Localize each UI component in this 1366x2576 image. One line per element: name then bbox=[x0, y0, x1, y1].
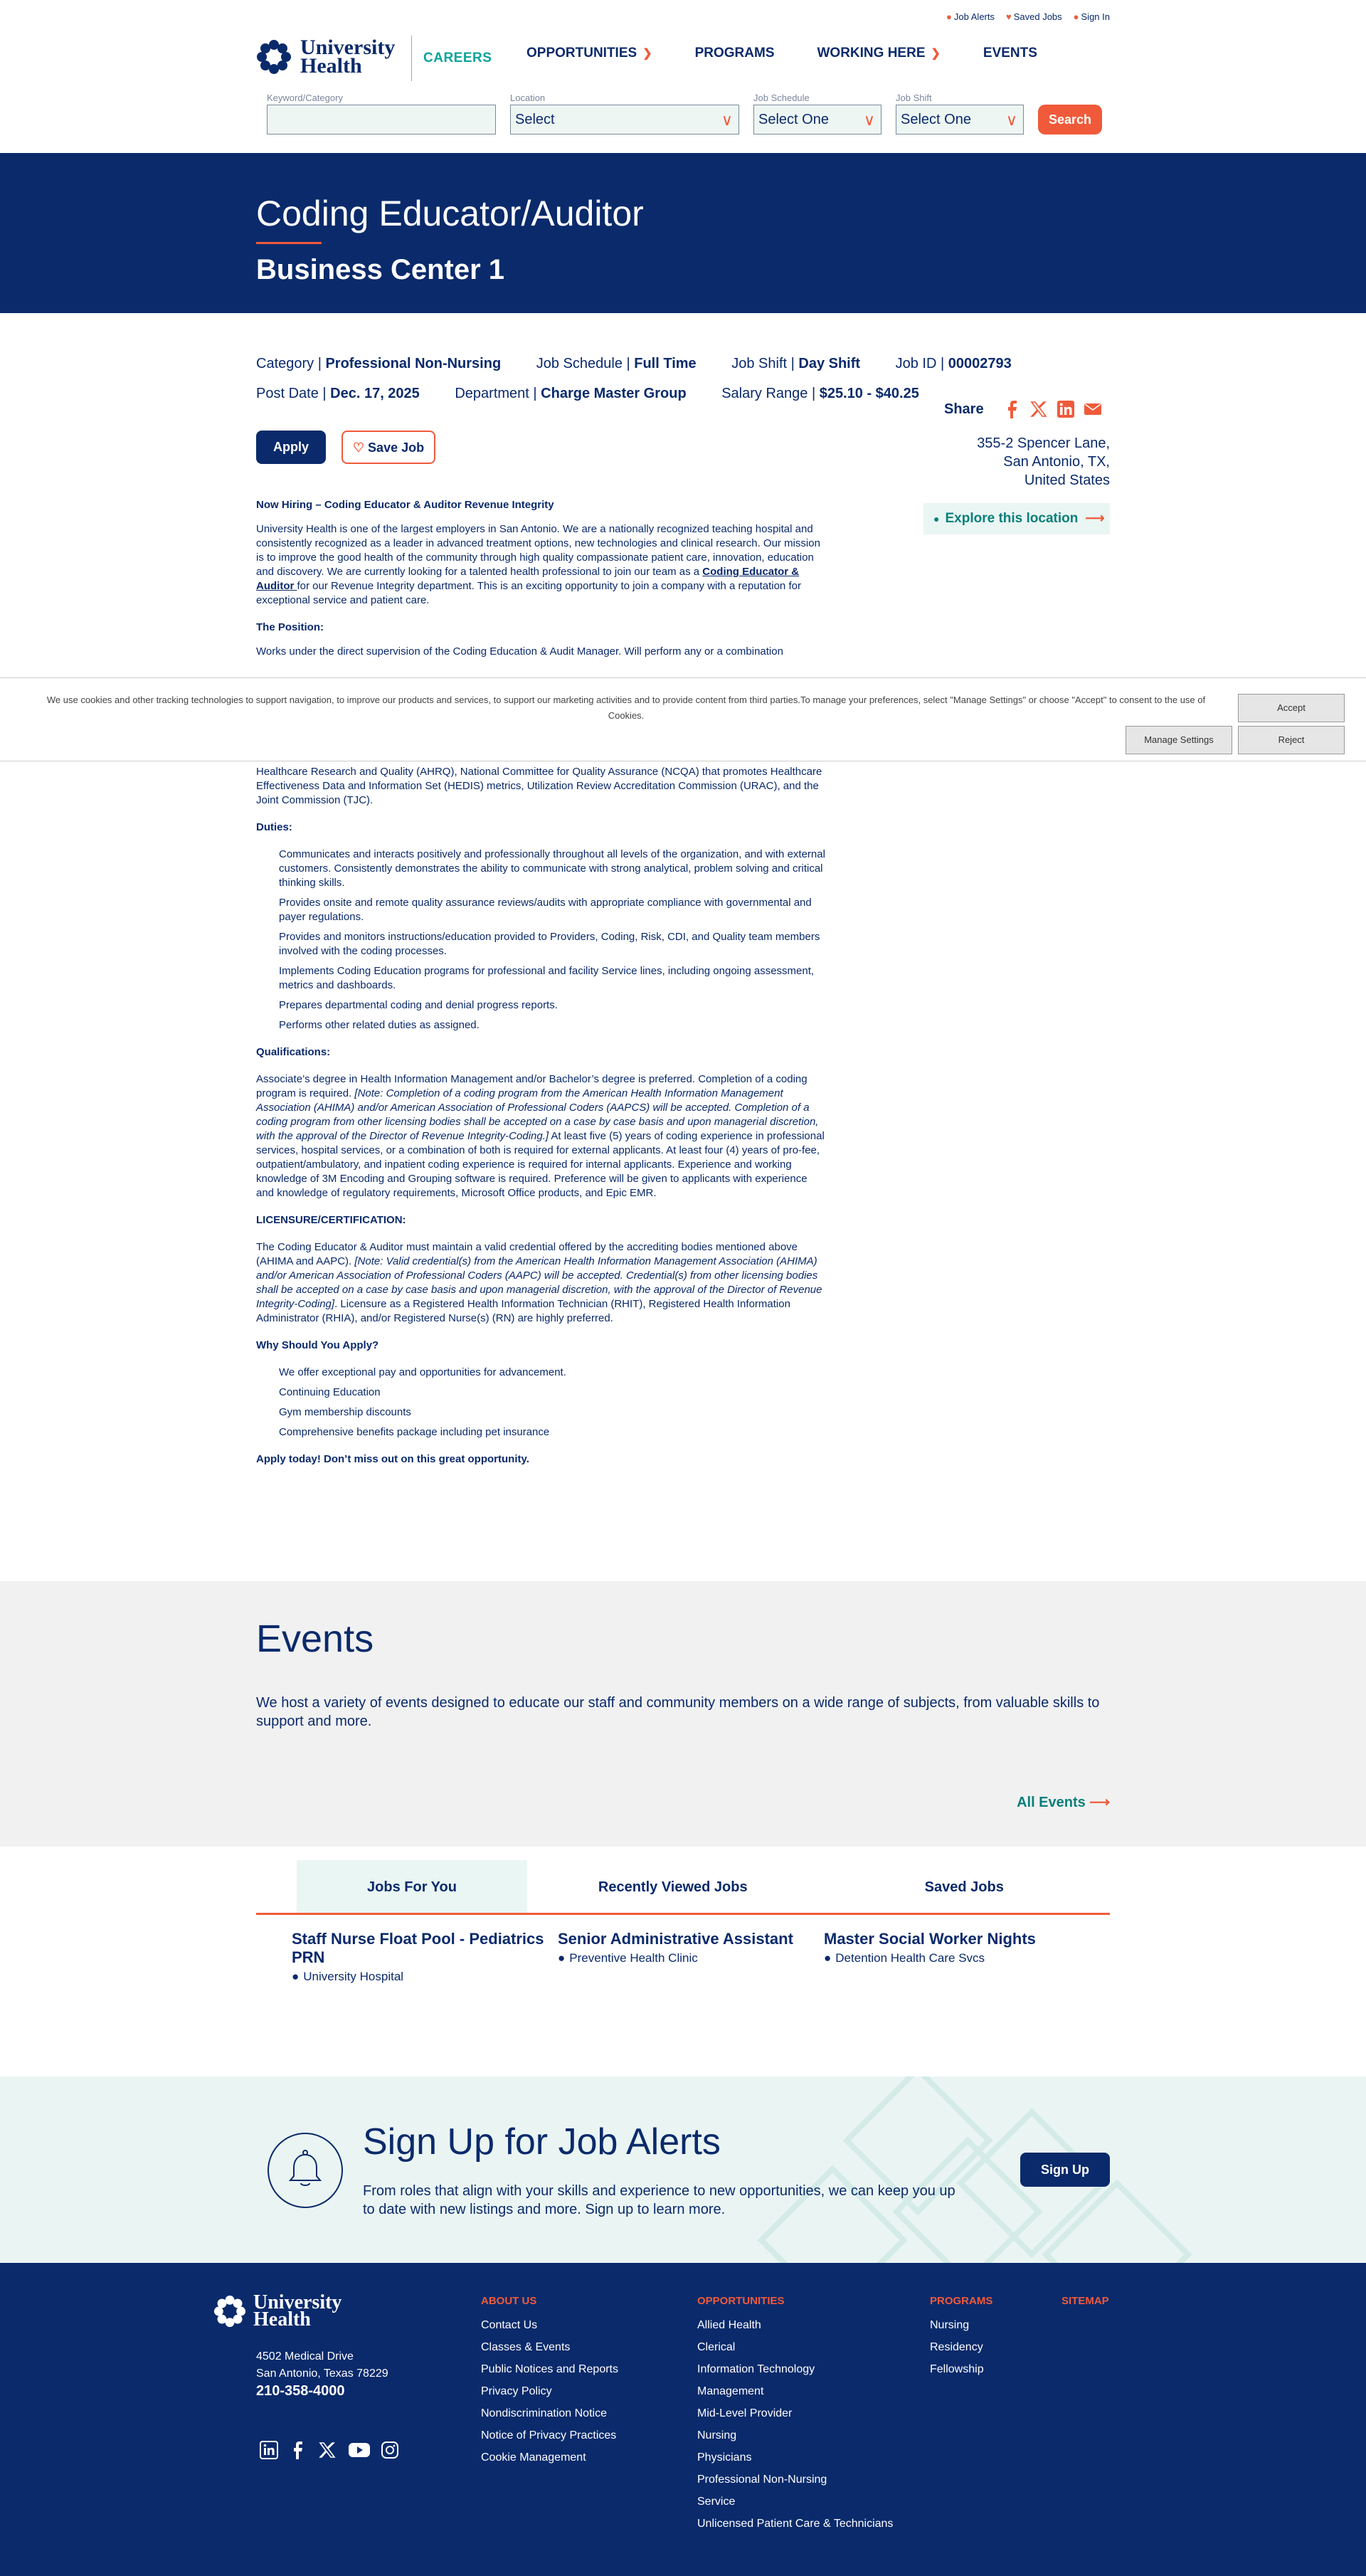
list-item: Provides and monitors instructions/education provided to Providers, Coding, Risk, CDI, and Quality team members involved with the coding processes. bbox=[279, 931, 820, 957]
job-alerts-section bbox=[0, 2076, 1366, 2263]
alerts-text: From roles that align with your skills and experience to new opportunities, we can keep you up to date with new listings and more. Sign up to learn more. bbox=[363, 2183, 955, 2217]
duties-list bbox=[256, 848, 825, 1033]
saved-jobs-label: Saved Jobs bbox=[1013, 11, 1062, 22]
footer-address-line1: 4502 Medical Drive bbox=[256, 2350, 354, 2363]
star-logo-icon bbox=[213, 2295, 246, 2328]
job-meta-row-1 bbox=[256, 356, 1012, 372]
user-icon: ● bbox=[1073, 11, 1079, 22]
footer-link[interactable]: Clerical bbox=[697, 2341, 736, 2353]
department-value: Charge Master Group bbox=[541, 386, 687, 401]
chevron-down-icon: ❯ bbox=[931, 48, 941, 60]
map-pin-icon: ● bbox=[292, 1970, 300, 1983]
schedule-select[interactable] bbox=[753, 105, 881, 134]
careers-link[interactable]: CAREERS bbox=[411, 36, 492, 81]
job-id-value: 00002793 bbox=[948, 356, 1012, 371]
schedule-label: Job Schedule bbox=[753, 93, 810, 103]
footer-link[interactable]: Contact Us bbox=[481, 2319, 538, 2331]
job-cards bbox=[292, 1930, 1090, 1984]
footer-link[interactable]: Public Notices and Reports bbox=[481, 2363, 618, 2375]
footer-phone[interactable]: 210-358-4000 bbox=[256, 2383, 345, 2399]
tab-jobs-for-you[interactable]: Jobs For You bbox=[297, 1860, 527, 1913]
footer-link[interactable]: Allied Health bbox=[697, 2319, 761, 2331]
job-card-location bbox=[824, 1951, 1090, 1965]
nav-programs[interactable] bbox=[695, 46, 775, 61]
nav-working-here-label: WORKING HERE bbox=[817, 46, 926, 60]
job-card[interactable] bbox=[558, 1930, 824, 1984]
shift-meta-value: Day Shift bbox=[798, 356, 861, 371]
salary-value: $25.10 - $40.25 bbox=[819, 386, 919, 401]
job-card-location bbox=[558, 1951, 824, 1965]
footer-social bbox=[260, 2441, 399, 2459]
qual-note: [Note: Completion of a coding program from the American Health Information Management Association (AHIMA) and/or American Association of Professional Coders (AAPCS) will be accepted. Completion of a coding program from other licensing bodies shall be accepted on a case by case basis and upon managerial discretion, with the approval of the Director of Revenue Integrity-Coding.] bbox=[256, 1087, 819, 1142]
list-item: Provides onsite and remote quality assurance reviews/audits with appropriate compliance with governmental and payer regulations. bbox=[279, 897, 812, 923]
job-card[interactable] bbox=[824, 1930, 1090, 1984]
cookie-manage-settings-button[interactable]: Manage Settings bbox=[1126, 726, 1232, 754]
schedule-meta-label: Job Schedule | bbox=[536, 356, 635, 371]
post-date-value: Dec. 17, 2025 bbox=[330, 386, 420, 401]
email-icon[interactable] bbox=[1084, 400, 1102, 418]
jobs-tabs bbox=[256, 1860, 1110, 1915]
location-field-group bbox=[510, 93, 739, 134]
chevron-down-icon: ∨ bbox=[863, 111, 875, 129]
intro-job-link[interactable]: Coding Educator & Auditor bbox=[256, 566, 800, 592]
intro-text-b: for our Revenue Integrity department. This is an exciting opportunity to join a company with a reputation for exceptional service and patient care. bbox=[256, 580, 801, 606]
keyword-label: Keyword/Category bbox=[267, 93, 343, 103]
facebook-icon[interactable] bbox=[1002, 400, 1021, 418]
sign-up-button[interactable]: Sign Up bbox=[1020, 2153, 1110, 2187]
chevron-down-icon: ∨ bbox=[1005, 111, 1017, 129]
job-id-label: Job ID | bbox=[895, 356, 948, 371]
job-card-location-label: Detention Health Care Svcs bbox=[835, 1951, 985, 1965]
nav-opportunities-label: OPPORTUNITIES bbox=[526, 46, 637, 60]
list-item: Communicates and interacts positively and professionally throughout all levels of the organization, and with external customers. Consistently demonstrates the ability to communicate with strong analytical, problem solving and critical thinking skills. bbox=[279, 848, 825, 889]
closing-line: Apply today! Don’t miss out on this great opportunity. bbox=[256, 1453, 529, 1465]
footer-link[interactable]: Professional Non-Nursing bbox=[697, 2474, 827, 2486]
keyword-field-group bbox=[267, 93, 496, 134]
tab-saved-jobs[interactable]: Saved Jobs bbox=[924, 1879, 1004, 1895]
x-twitter-icon[interactable] bbox=[1029, 400, 1048, 418]
salary-label: Salary Range | bbox=[721, 386, 820, 401]
instagram-icon[interactable] bbox=[381, 2441, 399, 2459]
footer-link[interactable]: Unlicensed Patient Care & Technicians bbox=[697, 2518, 894, 2530]
apply-button[interactable]: Apply bbox=[256, 431, 326, 464]
department-label: Department | bbox=[455, 386, 541, 401]
job-card-title[interactable]: Master Social Worker Nights bbox=[824, 1930, 1036, 1948]
footer-opportunities-column bbox=[697, 2294, 893, 2535]
logo-line1: University bbox=[253, 2291, 342, 2313]
job-card-title[interactable]: Senior Administrative Assistant bbox=[558, 1930, 793, 1948]
linkedin-icon[interactable] bbox=[1057, 400, 1075, 418]
share-bar bbox=[944, 400, 1102, 418]
licensure-text bbox=[256, 1240, 825, 1326]
job-alerts-label: Job Alerts bbox=[953, 11, 995, 22]
events-title: Events bbox=[256, 1617, 374, 1660]
job-card-title[interactable]: Staff Nurse Float Pool - Pediatrics PRN bbox=[292, 1930, 544, 1966]
tab-recently-viewed[interactable]: Recently Viewed Jobs bbox=[598, 1879, 748, 1895]
star-logo-icon bbox=[256, 39, 292, 75]
save-job-label: Save Job bbox=[368, 440, 425, 455]
logo-line1: University bbox=[300, 36, 396, 59]
shift-meta-label: Job Shift | bbox=[731, 356, 799, 371]
explore-location-label: Explore this location bbox=[945, 511, 1079, 526]
position-heading: The Position: bbox=[256, 621, 324, 633]
main-nav bbox=[526, 46, 1037, 61]
heart-icon: ♡ bbox=[352, 440, 365, 455]
bell-icon: ● bbox=[946, 11, 952, 22]
job-alerts-link[interactable] bbox=[946, 11, 995, 22]
why-apply-heading: Why Should You Apply? bbox=[256, 1339, 379, 1351]
logo-line2: Health bbox=[253, 2308, 311, 2330]
list-item: Prepares departmental coding and denial progress reports. bbox=[279, 999, 558, 1011]
lic-note: [Note: Valid credential(s) from the American Health Information Management Association (AHIMA) and/or American Association of Professional Coders (AAPC) will be accepted. Credential(s) from other licensing bodies shall be accepted on a case by case basis and upon managerial discretion, with the approval of the Director of Revenue Integrity-Coding] bbox=[256, 1255, 822, 1310]
footer-link[interactable]: Classes & Events bbox=[481, 2341, 571, 2353]
title-underline bbox=[256, 242, 322, 244]
footer-logo-text bbox=[253, 2291, 342, 2330]
footer-link[interactable]: Fellowship bbox=[930, 2363, 984, 2375]
job-hero-banner bbox=[0, 153, 1366, 313]
description-heading: Now Hiring – Coding Educator & Auditor Revenue Integrity bbox=[256, 499, 554, 511]
job-description-top bbox=[256, 498, 825, 659]
chevron-down-icon: ∨ bbox=[721, 111, 733, 129]
facebook-icon[interactable] bbox=[288, 2441, 307, 2459]
nav-events[interactable] bbox=[983, 46, 1037, 61]
cookie-reject-button[interactable]: Reject bbox=[1238, 726, 1345, 754]
list-item: Comprehensive benefits package including pet insurance bbox=[279, 1426, 550, 1438]
linkedin-icon[interactable] bbox=[260, 2441, 278, 2459]
list-item: We offer exceptional pay and opportunities for advancement. bbox=[279, 1366, 566, 1378]
address-line2: San Antonio, TX, bbox=[1003, 454, 1110, 470]
qualifications-text bbox=[256, 1072, 825, 1200]
all-events-label: All Events bbox=[1017, 1795, 1086, 1810]
footer-link[interactable]: Nursing bbox=[697, 2429, 737, 2442]
footer-link[interactable]: Physicians bbox=[697, 2451, 752, 2464]
footer-link[interactable]: Management bbox=[697, 2385, 764, 2397]
description-intro bbox=[256, 522, 825, 608]
utility-nav bbox=[946, 11, 1110, 22]
map-pin-icon: ● bbox=[824, 1951, 832, 1965]
footer-link[interactable]: Service bbox=[697, 2496, 736, 2508]
qual-text-b: At least five (5) years of coding experience in professional services, hospital services, or a combination of both is required for external applicants. At least four (4) years of pro-fee, outpatient/ambulatory, and inpatient coding experience is required for internal applicants. Experience and working knowledge of 3M Encoding and Grouping software is required. Preference will be given to applicants with experience and knowledge of regulatory requirements, Microsoft Office products, and Epic EMR. bbox=[256, 1130, 825, 1199]
job-description-body bbox=[256, 765, 825, 1467]
licensure-heading: LICENSURE/CERTIFICATION: bbox=[256, 1214, 406, 1226]
logo-text bbox=[300, 36, 396, 78]
job-card-location-label: University Hospital bbox=[303, 1970, 404, 1983]
lic-text-a: The Coding Educator & Auditor must maintain a valid credential offered by the accrediting bodies mentioned above (AHIMA and AAPC). bbox=[256, 1241, 798, 1267]
share-label: Share bbox=[944, 401, 984, 417]
list-item: Performs other related duties as assigned. bbox=[279, 1019, 480, 1031]
footer-opportunities-heading: OPPORTUNITIES bbox=[697, 2295, 785, 2307]
arrow-right-icon: ⟶ bbox=[1089, 1795, 1110, 1810]
category-label: Category | bbox=[256, 356, 326, 371]
footer-link[interactable]: Nursing bbox=[930, 2319, 970, 2331]
saved-jobs-link[interactable] bbox=[1006, 11, 1062, 22]
shift-select-value: Select One bbox=[901, 112, 971, 127]
job-title: Coding Educator/Auditor bbox=[256, 194, 644, 233]
footer-link[interactable]: Residency bbox=[930, 2341, 983, 2353]
location-label: Location bbox=[510, 93, 546, 103]
cookie-accept-button[interactable]: Accept bbox=[1238, 694, 1345, 722]
shift-label: Job Shift bbox=[896, 93, 932, 103]
footer-link[interactable]: Information Technology bbox=[697, 2363, 815, 2375]
nav-events-label: EVENTS bbox=[983, 46, 1037, 60]
map-pin-icon: ● bbox=[558, 1951, 566, 1965]
sign-in-link[interactable] bbox=[1074, 11, 1110, 22]
explore-location-button[interactable] bbox=[923, 503, 1110, 534]
footer-programs-heading: PROGRAMS bbox=[930, 2295, 993, 2307]
schedule-meta-value: Full Time bbox=[634, 356, 697, 371]
events-section bbox=[0, 1581, 1366, 1847]
cookie-message: We use cookies and other tracking technologies to support navigation, to improve our products and services, to support our marketing activities and to provide content from third parties.To manage your preferences, select "Manage Settings" or choose "Accept" to consent to the use of Cookies. bbox=[46, 695, 1206, 721]
diamond-pattern-decoration bbox=[733, 2076, 1231, 2263]
chevron-down-icon: ❯ bbox=[642, 48, 652, 60]
job-card-location bbox=[292, 1970, 558, 1984]
location-select[interactable] bbox=[510, 105, 739, 134]
footer-logo[interactable] bbox=[213, 2291, 342, 2330]
youtube-icon[interactable] bbox=[348, 2441, 371, 2459]
schedule-select-value: Select One bbox=[758, 112, 829, 127]
position-text: Works under the direct supervision of the Coding Education & Audit Manager. Will perform any or a combination bbox=[256, 645, 783, 658]
post-date-label: Post Date | bbox=[256, 386, 331, 401]
x-twitter-icon[interactable] bbox=[317, 2441, 338, 2459]
heart-icon: ♥ bbox=[1006, 11, 1012, 22]
site-footer bbox=[0, 2263, 1366, 2576]
map-pin-icon: ● bbox=[933, 513, 940, 524]
list-item: Gym membership discounts bbox=[279, 1406, 411, 1418]
nav-opportunities[interactable] bbox=[526, 46, 652, 61]
logo-line2: Health bbox=[300, 54, 362, 78]
all-events-link[interactable] bbox=[1017, 1793, 1110, 1811]
why-apply-list bbox=[256, 1366, 825, 1440]
schedule-field-group bbox=[753, 93, 881, 134]
cookie-banner bbox=[0, 677, 1366, 761]
list-item: Implements Coding Education programs for professional and facility Service lines, including ongoing assessment, metrics and dashboards. bbox=[279, 965, 815, 991]
footer-address-line2: San Antonio, Texas 78229 bbox=[256, 2368, 388, 2380]
job-address bbox=[925, 434, 1110, 490]
alerts-title: Sign Up for Job Alerts bbox=[363, 2121, 721, 2163]
list-item: Continuing Education bbox=[279, 1386, 381, 1398]
intro-text-a: University Health is one of the largest employers in San Antonio. We are a nationally recognized teaching hospital and consistently recognized as a leader in advanced treatment options, new technologies and clinical research. Our mission is to improve the good health of the community through high quality compassionate patient care, innovation, education and discovery. We are currently looking for a talented health professional to join our team as a bbox=[256, 523, 820, 578]
job-location-name: Business Center 1 bbox=[256, 254, 505, 285]
footer-sitemap-link[interactable]: SITEMAP bbox=[1061, 2295, 1109, 2307]
arrow-right-icon: ⟶ bbox=[1085, 511, 1105, 526]
events-text: We host a variety of events designed to educate our staff and community members on a wide range of subjects, from valuable skills to support and more. bbox=[256, 1695, 1100, 1729]
footer-about-heading: ABOUT US bbox=[481, 2295, 537, 2307]
footer-link[interactable]: Nondiscrimination Notice bbox=[481, 2407, 607, 2419]
bell-icon bbox=[267, 2132, 344, 2209]
sign-in-label: Sign In bbox=[1081, 11, 1110, 22]
duties-heading: Duties: bbox=[256, 821, 292, 833]
address-line3: United States bbox=[1024, 473, 1110, 488]
job-card[interactable] bbox=[292, 1930, 558, 1984]
job-meta-row-2 bbox=[256, 386, 919, 402]
footer-address bbox=[256, 2348, 388, 2400]
footer-link[interactable]: Notice of Privacy Practices bbox=[481, 2429, 617, 2442]
location-select-value: Select bbox=[515, 112, 555, 127]
category-value: Professional Non-Nursing bbox=[325, 356, 502, 371]
position-text-cont: Healthcare Research and Quality (AHRQ), National Committee for Quality Assurance (NCQA) that promotes Healthcare Effectiveness Data and Information Set (HEDIS) metrics, Utilization Review Accreditation Commission (URAC), and the Joint Commission (TJC). bbox=[256, 766, 822, 806]
qualifications-heading: Qualifications: bbox=[256, 1046, 331, 1058]
shift-select[interactable] bbox=[896, 105, 1024, 134]
job-card-location-label: Preventive Health Clinic bbox=[569, 1951, 698, 1965]
footer-programs-column bbox=[930, 2294, 992, 2380]
university-health-logo[interactable] bbox=[256, 36, 396, 78]
footer-sitemap-column bbox=[1061, 2294, 1109, 2314]
save-job-button[interactable] bbox=[342, 431, 435, 464]
lic-text-b: . Licensure as a Registered Health Information Technician (RHIT), Registered Health Information Administrator (RHIA), and/or Registered Nurse(s) (RN) are highly preferred. bbox=[256, 1298, 790, 1324]
job-search-bar bbox=[267, 93, 1102, 134]
search-button[interactable]: Search bbox=[1038, 105, 1102, 134]
qual-text-a: Associate’s degree in Health Information Management and/or Bachelor’s degree is preferred. Completion of a coding program is required. bbox=[256, 1073, 808, 1099]
keyword-input[interactable] bbox=[267, 105, 496, 134]
footer-link[interactable]: Mid-Level Provider bbox=[697, 2407, 793, 2419]
footer-link[interactable]: Cookie Management bbox=[481, 2451, 586, 2464]
site-header bbox=[0, 0, 1366, 153]
nav-working-here[interactable] bbox=[817, 46, 941, 61]
shift-field-group bbox=[896, 93, 1024, 134]
footer-about-column bbox=[481, 2294, 618, 2469]
address-line1: 355-2 Spencer Lane, bbox=[977, 436, 1110, 451]
nav-programs-label: PROGRAMS bbox=[694, 46, 775, 60]
footer-link[interactable]: Privacy Policy bbox=[481, 2385, 552, 2397]
